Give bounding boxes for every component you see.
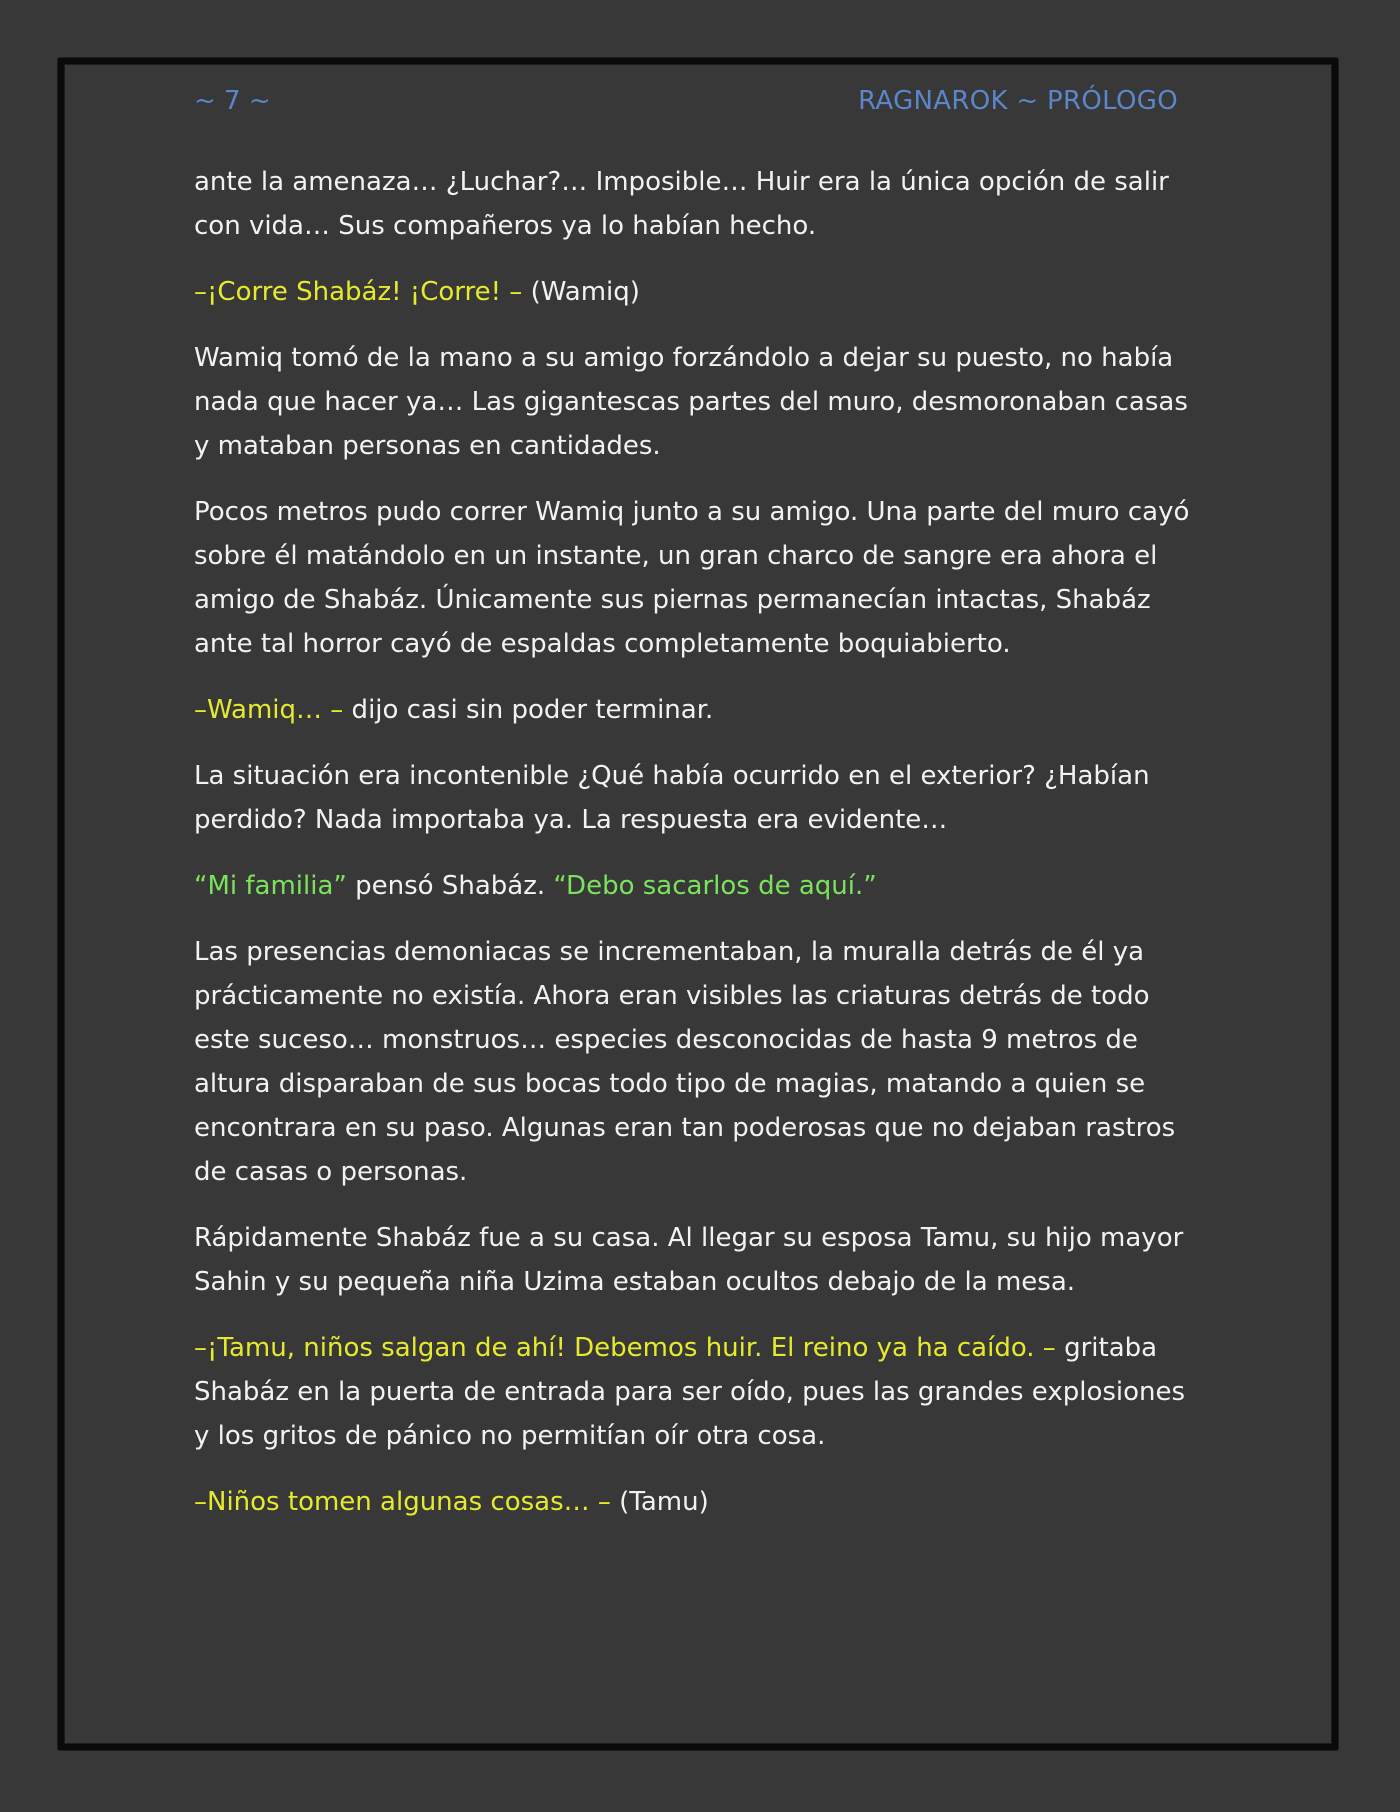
thought-attribution: pensó Shabáz. <box>346 871 554 901</box>
page-number: ~ 7 ~ <box>194 86 271 116</box>
body-text <box>194 160 1206 1546</box>
dialogue-attribution: (Tamu) <box>610 1487 709 1517</box>
narration-text: Wamiq tomó de la mano a su amigo forzándolo a dejar su puesto, no había nada que hacer ya… Las gigantescas partes del muro, desmoronaban casas y mataban personas en cantidades. <box>194 343 1188 461</box>
dialogue-attribution: (Wamiq) <box>522 277 640 307</box>
dialogue-line: –¡Corre Shabáz! ¡Corre! – <box>194 277 523 307</box>
paragraph-narration <box>194 754 1206 842</box>
running-header <box>194 84 1178 118</box>
narration-text: La situación era incontenible ¿Qué había ocurrido en el exterior? ¿Habían perdido? Nada importaba ya. La respuesta era evidente… <box>194 761 1150 835</box>
paragraph-narration <box>194 336 1206 468</box>
dialogue-attribution: gritaba Shabáz en la puerta de entrada para ser oído, pues las grandes explosiones y los gritos de pánico no permitían oír otra cosa. <box>194 1333 1186 1451</box>
paragraph-narration <box>194 160 1206 248</box>
dialogue-line: –Niños tomen algunas cosas… – <box>194 1487 611 1517</box>
narration-text: Pocos metros pudo correr Wamiq junto a su amigo. Una parte del muro cayó sobre él matándolo en un instante, un gran charco de sangre era ahora el amigo de Shabáz. Únicamente sus piernas permanecían intactas, Shabáz ante tal horror cayó de espaldas completamente boquiabierto. <box>194 497 1190 659</box>
paragraph-dialogue <box>194 1326 1206 1458</box>
dialogue-line: –Wamiq… – <box>194 695 344 725</box>
dialogue-attribution: dijo casi sin poder terminar. <box>343 695 714 725</box>
paragraph-narration <box>194 490 1206 666</box>
paragraph-narration <box>194 1216 1206 1304</box>
paragraph-narration <box>194 930 1206 1194</box>
thought-line: “Mi familia” <box>194 871 347 901</box>
thought-line: “Debo sacarlos de aquí.” <box>553 871 877 901</box>
paragraph-dialogue <box>194 688 1206 732</box>
dialogue-line: –¡Tamu, niños salgan de ahí! Debemos huir. El reino ya ha caído. – <box>194 1333 1056 1363</box>
paragraph-dialogue <box>194 270 1206 314</box>
narration-text: ante la amenaza… ¿Luchar?… Imposible… Huir era la única opción de salir con vida… Sus compañeros ya lo habían hecho. <box>194 167 1169 241</box>
chapter-title: RAGNAROK ~ PRÓLOGO <box>858 86 1178 116</box>
narration-text: Las presencias demoniacas se incrementaban, la muralla detrás de él ya prácticamente no existía. Ahora eran visibles las criaturas detrás de todo este suceso… monstruos… especies desconocidas de hasta 9 metros de altura disparaban de sus bocas todo tipo de magias, matando a quien se encontrara en su paso. Algunas eran tan poderosas que no dejaban rastros de casas o personas. <box>194 937 1176 1187</box>
paragraph-thought <box>194 864 1206 908</box>
paragraph-dialogue <box>194 1480 1206 1524</box>
narration-text: Rápidamente Shabáz fue a su casa. Al llegar su esposa Tamu, su hijo mayor Sahin y su pequeña niña Uzima estaban ocultos debajo de la mesa. <box>194 1223 1184 1297</box>
